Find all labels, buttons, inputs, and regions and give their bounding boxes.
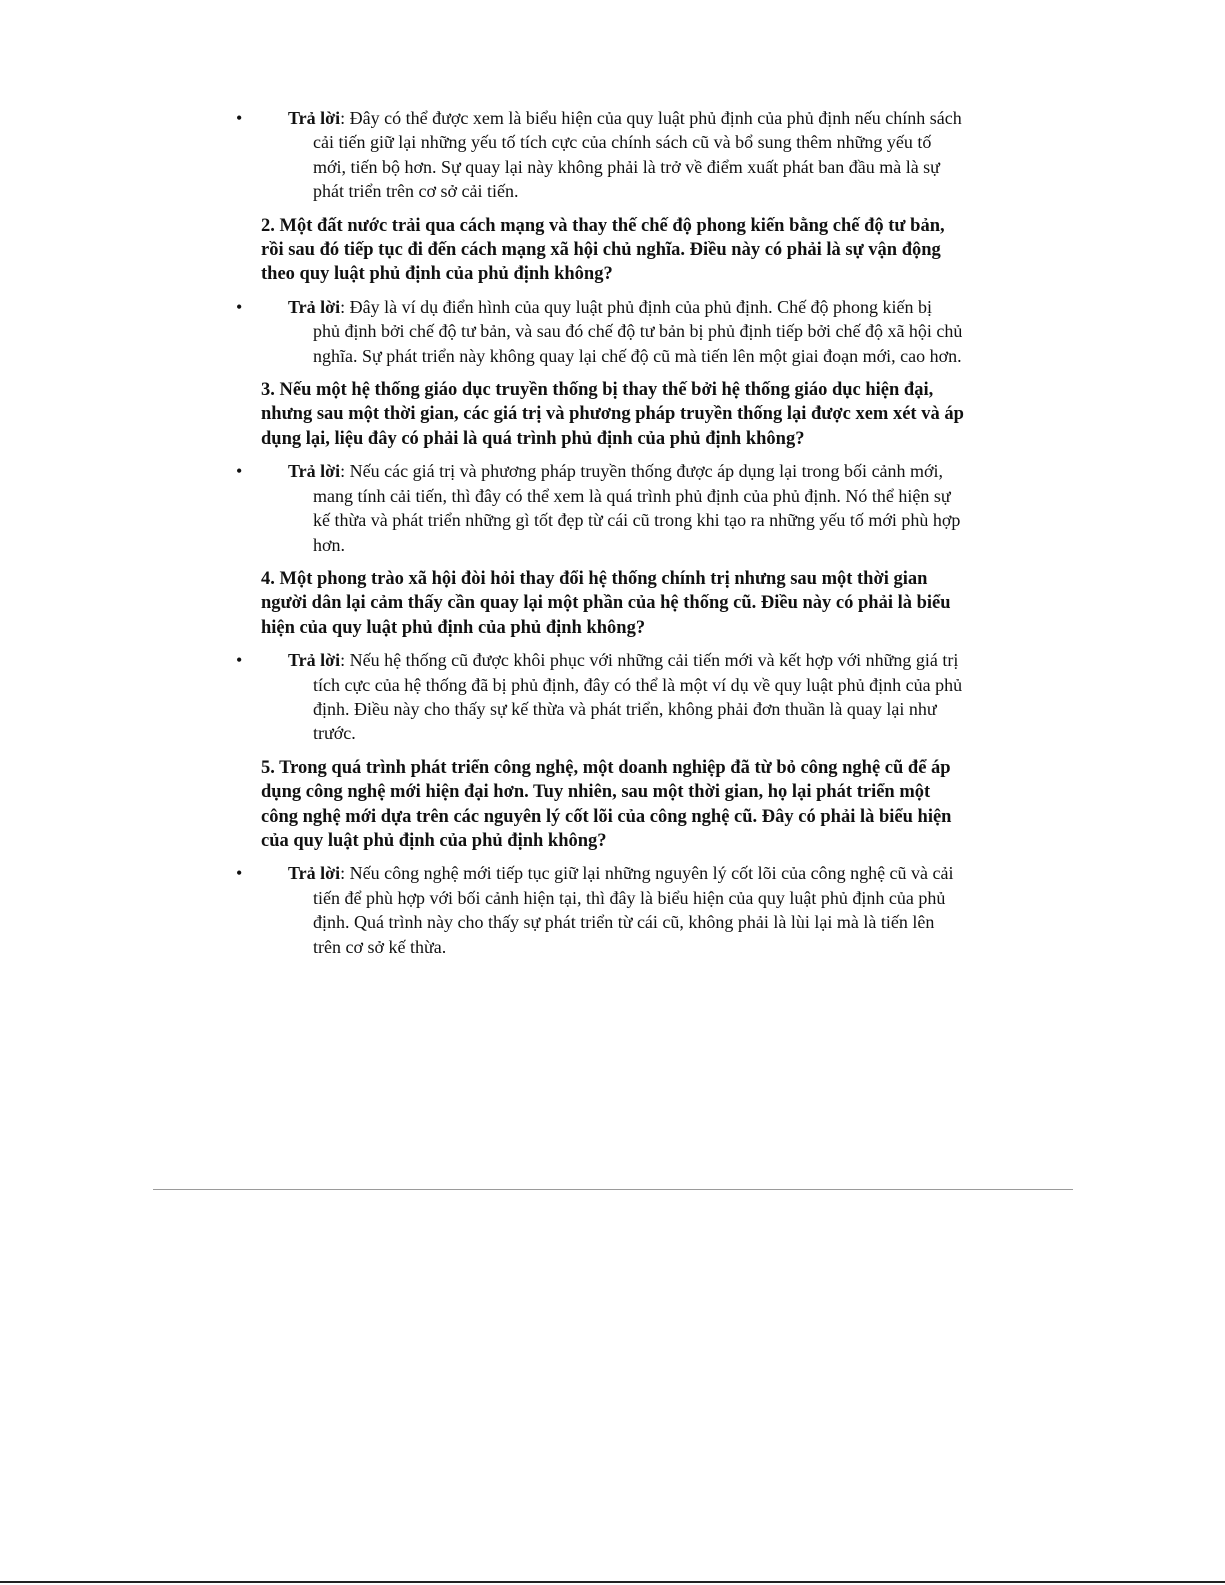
answer-text: : Nếu các giá trị và phương pháp truyền thống được áp dụng lại trong bối cảnh mới, mang tính cải tiến, thì đây có thể xem là quá trình phủ định của phủ định. Nó thể hiện sự kế thừa và phát triển những gì tốt đẹp từ cái cũ trong khi tạo ra những yếu tố mới phù hợp hơn. [313, 461, 961, 555]
answer-label: Trả lời [288, 296, 341, 317]
question-5: 5. Trong quá trình phát triển công nghệ, một doanh nghiệp đã từ bỏ công nghệ cũ để áp dụng công nghệ mới hiện đại hơn. Tuy nhiên, sau một thời gian, họ lại phát triển một công nghệ mới dựa trên các nguyên lý cốt lõi của công nghệ cũ. Đây có phải là biểu hiện của quy luật phủ định của phủ định không? [261, 757, 952, 851]
answer-text: : Đây là ví dụ điển hình của quy luật phủ định của phủ định. Chế độ phong kiến bị phủ định bởi chế độ tư bản, và sau đó chế độ tư bản bị phủ định tiếp bởi chế độ xã hội chủ nghĩa. Sự phát triển này không quay lại chế độ cũ mà tiến lên một giai đoạn mới, cao hơn. [313, 296, 963, 366]
page-separator [153, 1189, 1073, 1190]
answer-5: • Trả lời: Nếu công nghệ mới tiếp tục giữ lại những nguyên lý cốt lõi của công nghệ cũ và cải tiến để phù hợp với bối cảnh hiện tại, thì đây là biểu hiện của quy luật phủ định của phủ định. Quá trình này cho thấy sự phát triển từ cái cũ, không phải là lùi lại mà là tiến lên trên cơ sở kế thừa. [236, 863, 954, 957]
answer-label: Trả lời [288, 461, 341, 482]
answer-label: Trả lời [288, 650, 341, 671]
answer-text: : Nếu công nghệ mới tiếp tục giữ lại những nguyên lý cốt lõi của công nghệ cũ và cải tiến để phù hợp với bối cảnh hiện tại, thì đây là biểu hiện của quy luật phủ định của phủ định. Quá trình này cho thấy sự phát triển từ cái cũ, không phải là lùi lại mà là tiến lên trên cơ sở kế thừa. [313, 863, 954, 957]
answer-label: Trả lời [288, 108, 341, 128]
answer-text: : Đây có thể được xem là biểu hiện của quy luật phủ định của phủ định nếu chính sách cải tiến giữ lại những yếu tố tích cực của chính sách cũ và bổ sung thêm những yếu tố mới, tiến bộ hơn. Sự quay lại này không phải là trở về điểm xuất phát ban đầu mà là sự phát triển trên cơ sở cải tiến. [313, 108, 962, 202]
answer-1: • Trả lời: Đây có thể được xem là biểu hiện của quy luật phủ định của phủ định nếu chính sách cải tiến giữ lại những yếu tố tích cực của chính sách cũ và bổ sung thêm những yếu tố mới, tiến bộ hơn. Sự quay lại này không phải là trở về điểm xuất phát ban đầu mà là sự phát triển trên cơ sở cải tiến. [236, 108, 962, 202]
question-2: 2. Một đất nước trải qua cách mạng và thay thế chế độ phong kiến bằng chế độ tư bản, rồi sau đó tiếp tục đi đến cách mạng xã hội chủ nghĩa. Điều này có phải là sự vận động theo quy luật phủ định của phủ định không? [261, 215, 945, 285]
question-4: 4. Một phong trào xã hội đòi hỏi thay đổi hệ thống chính trị nhưng sau một thời gian người dân lại cảm thấy cần quay lại một phần của hệ thống cũ. Điều này có phải là biểu hiện của quy luật phủ định của phủ định không? [261, 568, 951, 638]
document-content [236, 106, 971, 969]
answer-2: • Trả lời: Đây là ví dụ điển hình của quy luật phủ định của phủ định. Chế độ phong kiến bị phủ định bởi chế độ tư bản, và sau đó chế độ tư bản bị phủ định tiếp bởi chế độ xã hội chủ nghĩa. Sự phát triển này không quay lại chế độ cũ mà tiến lên một giai đoạn mới, cao hơn. [236, 296, 963, 366]
answer-text: : Nếu hệ thống cũ được khôi phục với những cải tiến mới và kết hợp với những giá trị tích cực của hệ thống đã bị phủ định, đây có thể là một ví dụ về quy luật phủ định của phủ định. Điều này cho thấy sự kế thừa và phát triển, không phải đơn thuần là quay lại như trước. [313, 650, 963, 744]
answer-4: • Trả lời: Nếu hệ thống cũ được khôi phục với những cải tiến mới và kết hợp với những giá trị tích cực của hệ thống đã bị phủ định, đây có thể là một ví dụ về quy luật phủ định của phủ định. Điều này cho thấy sự kế thừa và phát triển, không phải đơn thuần là quay lại như trước. [236, 650, 963, 744]
answer-3: • Trả lời: Nếu các giá trị và phương pháp truyền thống được áp dụng lại trong bối cảnh mới, mang tính cải tiến, thì đây có thể xem là quá trình phủ định của phủ định. Nó thể hiện sự kế thừa và phát triển những gì tốt đẹp từ cái cũ trong khi tạo ra những yếu tố mới phù hợp hơn. [236, 461, 961, 555]
question-3: 3. Nếu một hệ thống giáo dục truyền thống bị thay thế bởi hệ thống giáo dục hiện đại, nhưng sau một thời gian, các giá trị và phương pháp truyền thống lại được xem xét và áp dụng lại, liệu đây có phải là quá trình phủ định của phủ định không? [261, 380, 964, 449]
bottom-border [0, 1581, 1225, 1583]
answer-label: Trả lời [288, 863, 341, 884]
